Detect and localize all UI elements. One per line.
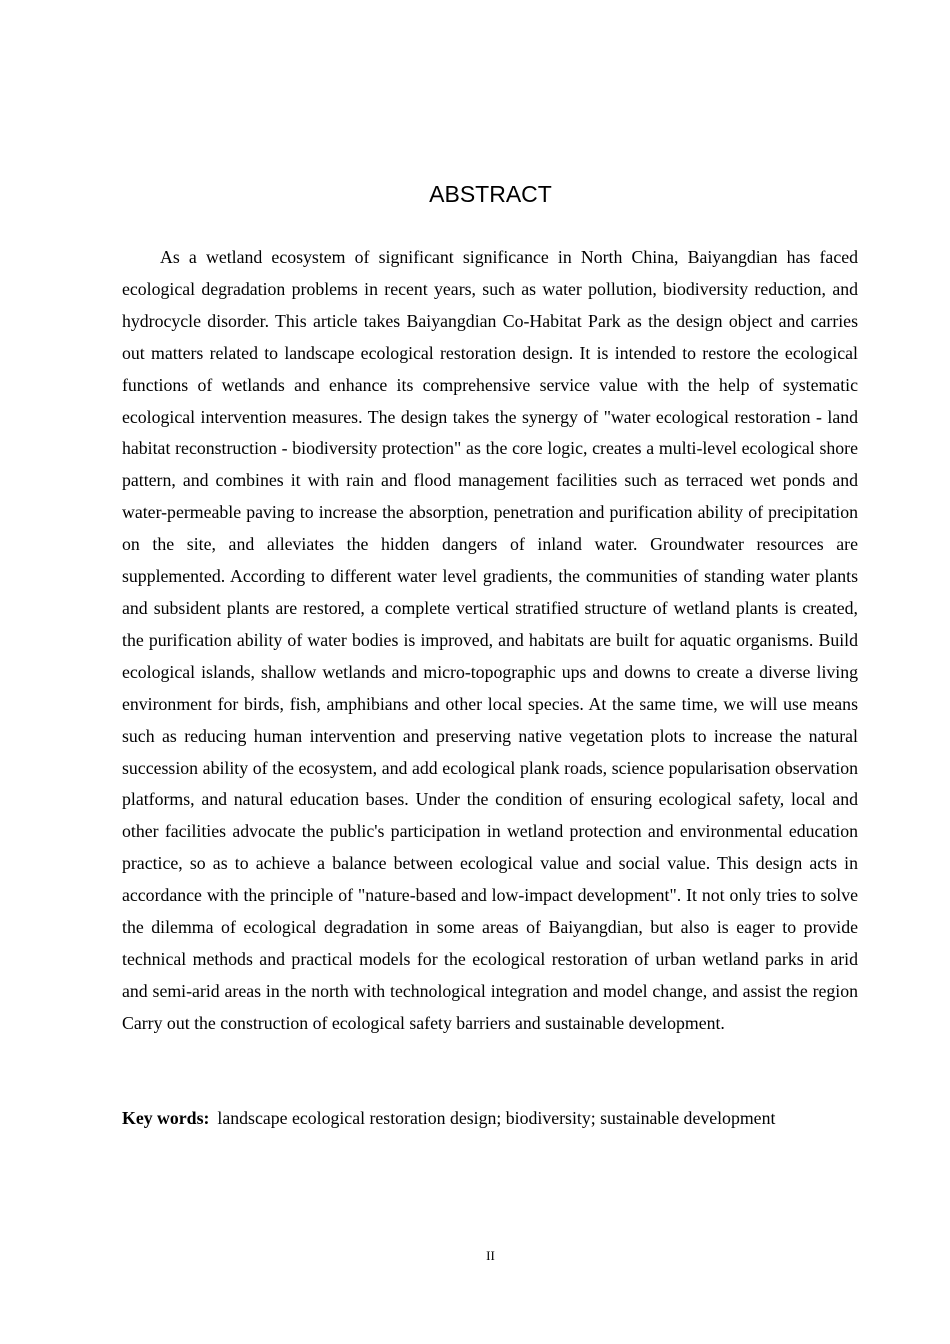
abstract-paragraph: As a wetland ecosystem of significant significance in North China, Baiyangdian has faced ecological degradation problems in recent years, such as water pollution, biodiversity reduction, and hydrocycle disorder. This article takes Baiyangdian Co-Habitat Park as the design object and carries out matters related to landscape ecological restoration design. It is intended to restore the ecological functions of wetlands and enhance its comprehensive service value with the help of systematic ecological intervention measures. The design takes the synergy of "water ecological restoration - land habitat reconstruction - biodiversity protection" as the core logic, creates a multi-level ecological shore pattern, and combines it with rain and flood management facilities such as terraced wet ponds and water-permeable paving to increase the absorption, penetration and purification ability of precipitation on the site, and alleviates the hidden dangers of inland water. Groundwater resources are supplemented. According to different water level gradients, the communities of standing water plants and subsident plants are restored, a complete vertical stratified structure of wetland plants is created, the purification ability of water bodies is improved, and habitats are built for aquatic organisms. Build ecological islands, shallow wetlands and micro-topographic ups and downs to create a diverse living environment for birds, fish, amphibians and other local species. At the same time, we will use means such as reducing human intervention and preserving native vegetation plots to increase the natural succession ability of the ecosystem, and add ecological plank roads, science popularisation observation platforms, and natural education bases. Under the condition of ensuring ecological safety, local and other facilities advocate the public's participation in wetland protection and environmental education practice, so as to achieve a balance between ecological value and social value. This design acts in accordance with the principle of "nature-based and low-impact development". It not only tries to solve the dilemma of ecological degradation in some areas of Baiyangdian, but also is eager to provide technical methods and practical models for the ecological restoration of urban wetland parks in arid and semi-arid areas in the north with technological integration and model change, and assist the region Carry out the construction of ecological safety barriers and sustainable development. bbox=[122, 247, 858, 1033]
keywords-label: Key words: bbox=[122, 1108, 210, 1128]
abstract-heading: ABSTRACT bbox=[429, 181, 552, 207]
page-number: II bbox=[486, 1248, 495, 1263]
keywords-value: landscape ecological restoration design; biodiversity; sustainable development bbox=[217, 1108, 776, 1128]
keywords-line bbox=[122, 1103, 882, 1135]
